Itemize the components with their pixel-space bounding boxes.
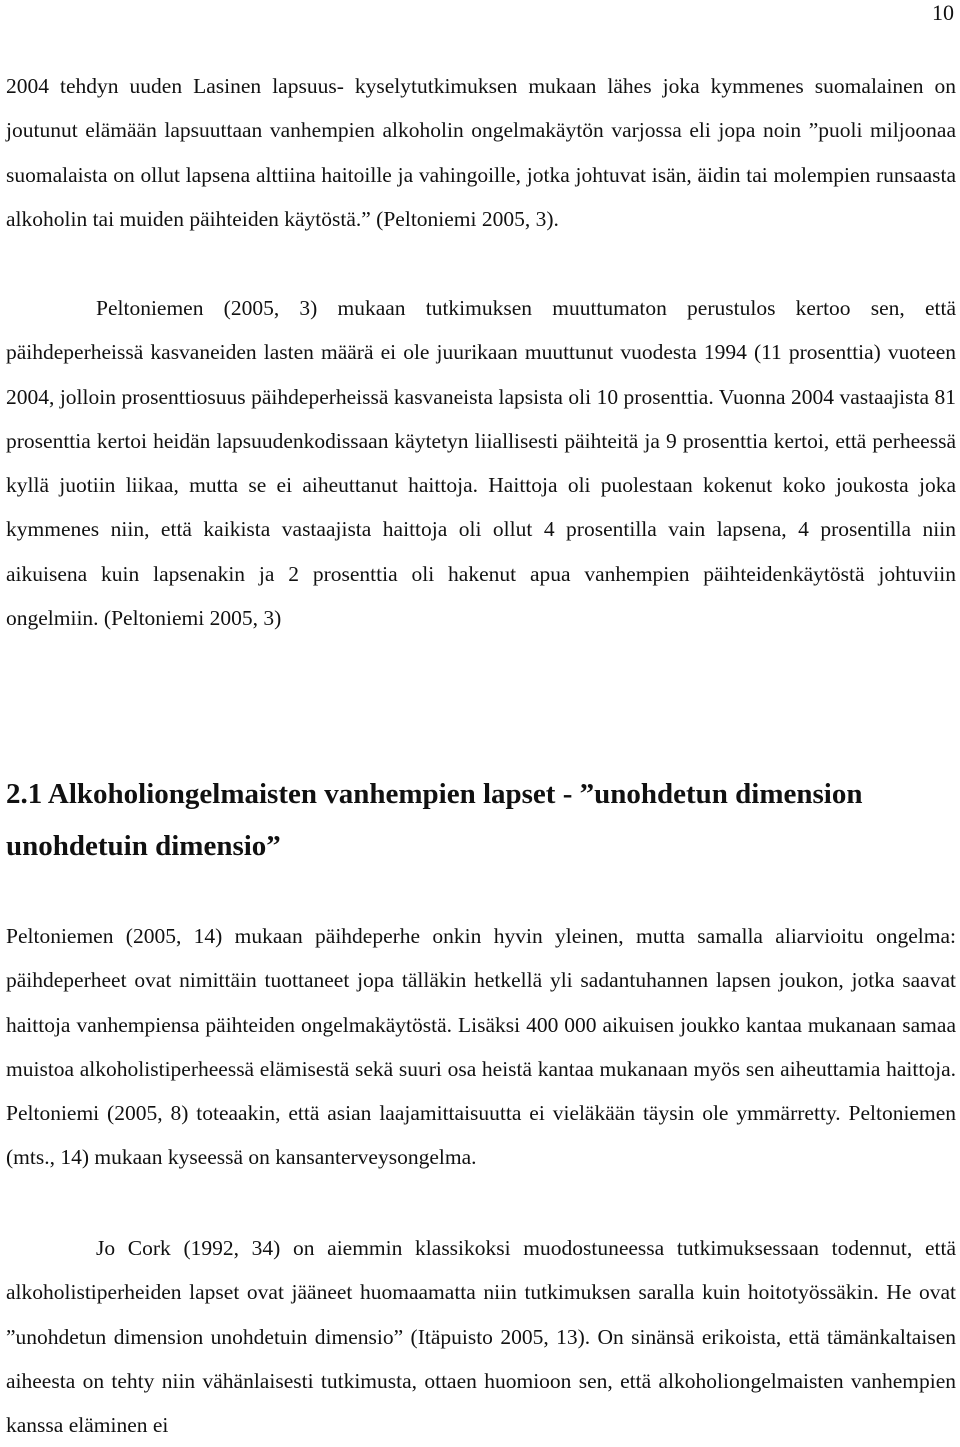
section-heading	[6, 768, 956, 872]
paragraph-public-health-text: Peltoniemen (2005, 14) mukaan päihdeperhe onkin hyvin yleinen, mutta samalla aliarvioitu ongelma: päihdeperheet ovat nimittäin tuottaneet jopa tälläkin hetkellä yli sadantuhannen lapsen joukon, jotka saavat haittoja vanhempiensa päihteiden ongelmakäytöstä. Lisäksi 400 000 aikuisen joukko kantaa mukanaan samaa muistoa alkoholistiperheessä elämisestä sekä suuri osa heistä kantaa mukanaan myös sen aiheuttamia haittoja. Peltoniemi (2005, 8) toteaakin, että asian laajamittaisuutta ei vieläkään täysin ole ymmärretty. Peltoniemen (mts., 14) mukaan kyseessä on kansanterveysongelma.	[6, 924, 956, 1170]
paragraph-cork	[6, 1226, 956, 1447]
section-heading-text: 2.1 Alkoholiongelmaisten vanhempien lapset - ”unohdetun dimension unohdetuin dimensio”	[6, 778, 863, 862]
paragraph-public-health	[6, 914, 956, 1180]
paragraph-cork-text: Jo Cork (1992, 34) on aiemmin klassikoksi muodostuneessa tutkimuksessaan todennut, että alkoholistiperheiden lapset ovat jääneet huomaamatta niin tutkimuksen saralla kuin hoitotyössäkin. He ovat ”unohdetun dimension unohdetuin dimensio” (Itäpuisto 2005, 13). On sinänsä erikoista, että tämänkaltaisen aiheesta on tehty niin vähänlaisesti tutkimusta, ottaen huomioon sen, että alkoholiongelmaisten vanhempien kanssa eläminen ei	[6, 1236, 956, 1438]
paragraph-peltoniemi-results-text: Peltoniemen (2005, 3) mukaan tutkimuksen muuttumaton perustulos kertoo sen, että päihdeperheissä kasvaneiden lasten määrä ei ole juurikaan muuttunut vuodesta 1994 (11 prosenttia) vuoteen 2004, jolloin prosenttiosuus päihdeperheissä kasvaneista lapsista oli 10 prosenttia. Vuonna 2004 vastaajista 81 prosenttia kertoi heidän lapsuudenkodissaan käytetyn liiallisesti päihteitä ja 9 prosenttia kertoi, että perheessä kyllä juotiin liikaa, mutta se ei aiheuttanut haittoja. Haittoja oli puolestaan kokenut koko joukosta joka kymmenes niin, että kaikista vastaajista haittoja oli ollut 4 prosentilla vain lapsena, 4 prosentilla niin aikuisena kuin lapsenakin ja 2 prosenttia oli hakenut apua vanhempien päihteidenkäytöstä johtuviin ongelmiin. (Peltoniemi 2005, 3)	[6, 296, 956, 631]
page-number: 10	[932, 0, 954, 25]
paragraph-intro	[6, 64, 956, 241]
paragraph-intro-text: 2004 tehdyn uuden Lasinen lapsuus- kyselytutkimuksen mukaan lähes joka kymmenes suomalainen on joutunut elämään lapsuuttaan vanhempien alkoholin ongelmakäytön varjossa eli jopa noin ”puoli miljoonaa suomalaista on ollut lapsena alttiina haitoille ja vahingoille, jotka johtuvat isän, äidin tai molempien runsaasta alkoholin tai muiden päihteiden käytöstä.” (Peltoniemi 2005, 3).	[6, 74, 956, 231]
paragraph-peltoniemi-results	[6, 286, 956, 640]
